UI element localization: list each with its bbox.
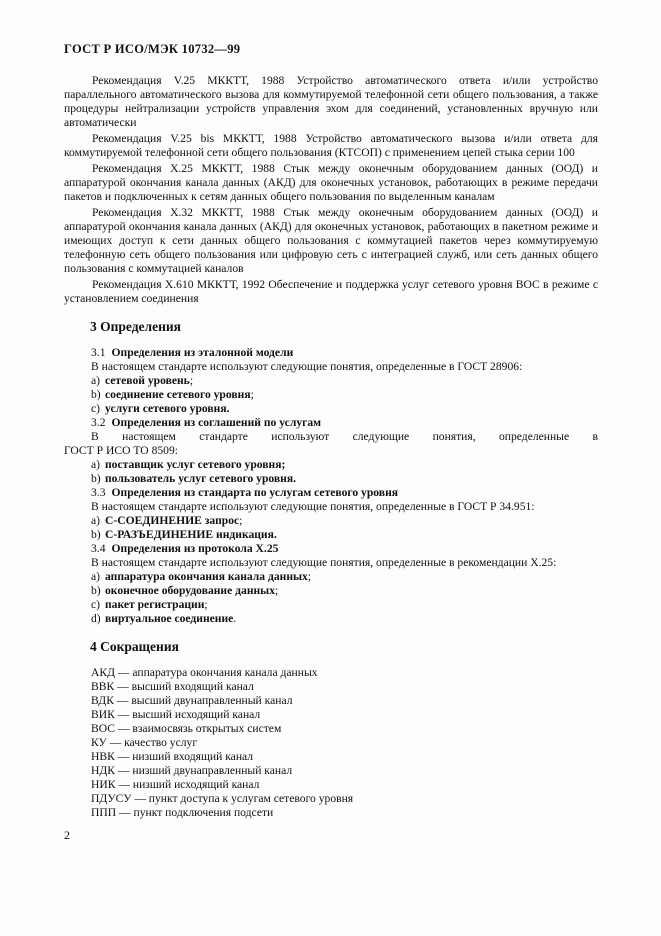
term: сетевой уровень <box>105 374 190 387</box>
abbreviation-item: АКД — аппаратура окончания канала данных <box>91 666 318 679</box>
list-item: b) соединение сетевого уровня; <box>91 388 254 401</box>
term: соединение сетевого уровня <box>105 388 251 401</box>
abbreviation-item: НДК — низший двунаправленный канал <box>91 764 293 777</box>
abbreviation-item: ВОС — взаимосвязь открытых систем <box>91 722 282 735</box>
list-item: b) пользователь услуг сетевого уровня. <box>91 472 297 485</box>
abbreviation-item: КУ — качество услуг <box>91 736 198 749</box>
reference-x610: Рекомендация X.610 МККТТ, 1992 Обеспечение и поддержка услуг сетевого уровня ВОС в режиме с установлением соединения <box>64 278 598 305</box>
subsection-title: Определения из протокола X.25 <box>111 542 279 555</box>
subsection-3-2 <box>64 416 598 430</box>
subsection-3-4 <box>64 542 598 556</box>
term: С-РАЗЪЕДИНЕНИЕ индикация. <box>105 528 277 541</box>
abbreviation-item: ВВК — высший входящий канал <box>91 680 254 693</box>
document-header: ГОСТ Р ИСО/МЭК 10732—99 <box>64 42 241 56</box>
term: услуги сетевого уровня. <box>105 402 230 415</box>
term: виртуальное соединение <box>105 612 234 625</box>
abbreviation-item: ППП — пункт подключения подсети <box>91 806 274 819</box>
abbreviation-item: ПДУСУ — пункт доступа к услугам сетевого уровня <box>91 792 354 805</box>
reference-x25: Рекомендация X.25 МККТТ, 1988 Стык между оконечным оборудованием данных (ООД) и аппаратурой окончания канала данных (АКД) для оконечных установок, работающих в режиме передачи пакетов и подключенных к сетям данных общего пользования по выделенным каналам <box>64 162 598 203</box>
subsection-3-3-intro: В настоящем стандарте используют следующие понятия, определенные в ГОСТ Р 34.951: <box>91 500 535 513</box>
section-3-title: 3 Определения <box>90 319 181 334</box>
subsection-3-4-intro: В настоящем стандарте используют следующие понятия, определенные в рекомендации X.25: <box>91 556 557 569</box>
subsection-title: Определения из эталонной модели <box>111 346 294 359</box>
list-item: c) пакет регистрации; <box>91 598 208 611</box>
list-item: a) аппаратура окончания канала данных; <box>91 570 312 583</box>
term: оконечное оборудование данных <box>105 584 276 597</box>
abbreviation-item: НИК — низший исходящий канал <box>91 778 260 791</box>
list-item: a) С-СОЕДИНЕНИЕ запрос; <box>91 514 243 527</box>
subsection-number: 3.4 <box>91 542 106 555</box>
abbreviation-item: ВДК — высший двунаправленный канал <box>91 694 293 707</box>
list-item: a) сетевой уровень; <box>91 374 194 387</box>
subsection-3-3 <box>64 486 598 500</box>
subsection-number: 3.1 <box>91 346 106 359</box>
reference-v25bis: Рекомендация V.25 bis МККТТ, 1988 Устройство автоматического вызова и/или ответа для коммутируемой телефонной сети общего пользования (КТСОП) с применением цепей стыка серии 100 <box>64 132 598 159</box>
page-number: 2 <box>64 828 70 842</box>
list-item: a) поставщик услуг сетевого уровня; <box>91 458 286 471</box>
term: С-СОЕДИНЕНИЕ запрос <box>105 514 240 527</box>
subsection-3-2-intro: В настоящем стандарте используют следующие понятия, определенные в <box>91 430 598 443</box>
abbreviation-item: ВИК — высший исходящий канал <box>91 708 261 721</box>
subsection-number: 3.2 <box>91 416 106 429</box>
term: аппаратура окончания канала данных <box>105 570 308 583</box>
list-item: b) С-РАЗЪЕДИНЕНИЕ индикация. <box>91 528 277 541</box>
subsection-title: Определения из стандарта по услугам сетевого уровня <box>111 486 399 499</box>
abbreviation-item: НВК — низший входящий канал <box>91 750 254 763</box>
list-item: c) услуги сетевого уровня. <box>91 402 230 415</box>
reference-x32: Рекомендация X.32 МККТТ, 1988 Стык между оконечным оборудованием данных (ООД) и аппаратурой окончания канала данных (АКД) для оконечных установок, работающих в пакетном режиме и имеющих доступ к сети данных общего пользования с коммутацией пакетов через коммутируемую телефонную сеть общего пользования или цифровую сеть с интеграцией служб, или сеть данных общего пользования с коммутацией каналов <box>64 206 598 275</box>
term: пакет регистрации <box>105 598 205 611</box>
subsection-3-1-intro: В настоящем стандарте используют следующие понятия, определенные в ГОСТ 28906: <box>91 360 523 373</box>
list-item: d) виртуальное соединение. <box>91 612 237 625</box>
page-content <box>64 74 598 820</box>
reference-v25: Рекомендация V.25 МККТТ, 1988 Устройство автоматического ответа и/или устройство параллельного автоматического вызова для коммутируемой телефонной сети общего пользования, а также процедуры нейтрализации устройств управления эхом для соединений, установленных вручную или автоматически <box>64 74 598 129</box>
subsection-3-1 <box>64 346 598 360</box>
subsection-number: 3.3 <box>91 486 106 499</box>
subsection-title: Определения из соглашений по услугам <box>111 416 322 429</box>
term: пользователь услуг сетевого уровня. <box>105 472 297 485</box>
section-4-title: 4 Сокращения <box>90 639 179 654</box>
list-item: b) оконечное оборудование данных; <box>91 584 279 597</box>
term: поставщик услуг сетевого уровня; <box>105 458 286 471</box>
subsection-3-2-intro-cont: ГОСТ Р ИСО ТО 8509: <box>64 444 178 457</box>
